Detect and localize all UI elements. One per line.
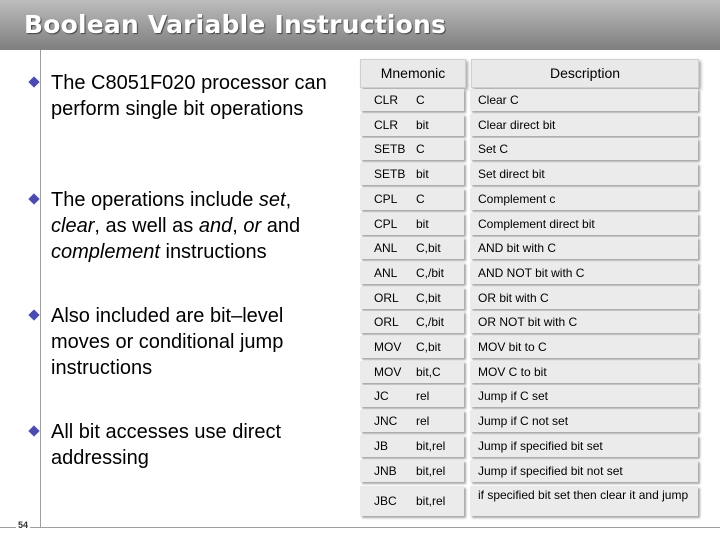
table-row-mnemonic-cell [360,460,464,482]
table-row-mnemonic-cell [360,114,464,136]
operand-text: bit [416,117,429,132]
mnemonic-text: SETB [374,142,406,157]
table-row-description-cell: AND bit with C [470,237,698,259]
table-row-mnemonic-cell [360,410,464,432]
operand-text: rel [416,389,430,404]
table-row-mnemonic-cell [360,435,464,457]
operand-text: C,/bit [416,265,445,280]
table-row-description-cell: Clear C [470,89,698,111]
table-row-mnemonic-cell [360,311,464,333]
table-row-description-cell: Set C [470,138,698,160]
operand-text: C,/bit [416,315,445,330]
table-row-description-cell: Complement direct bit [470,213,698,235]
bullet-segment: The C8051F020 processor can perform single bit operations [51,72,327,120]
description-header: Description [471,59,699,88]
page-number: 54 [18,520,29,530]
italic-term: clear [51,215,95,237]
mnemonic-text: JB [374,438,389,453]
bullet-text [51,419,341,471]
title-bar [0,0,720,50]
operand-text: bit [416,167,429,182]
bullet-text [51,187,341,265]
mnemonic-text: CPL [374,191,398,206]
mnemonic-text: MOV [374,340,402,354]
mnemonic-text: CLR [374,117,399,132]
slide-title: Boolean Variable Instructions [24,10,447,39]
operand-text: rel [416,414,430,429]
bullet-segment: , [232,215,244,237]
table-row-mnemonic-cell [360,262,464,284]
mnemonic-text: JNB [374,463,397,478]
mnemonic-text: ORL [374,290,399,305]
table-row-description-cell: Jump if specified bit not set [470,460,698,482]
table-row-mnemonic-cell [360,486,464,516]
operand-text: bit,rel [416,438,446,453]
mnemonic-text: JBC [374,494,397,509]
bullet-segment: , [285,189,292,211]
operand-text: C [416,93,425,107]
table-row-mnemonic-cell [360,385,464,407]
bullet-segment: All bit accesses use direct addressing [51,421,282,469]
left-margin-rule [0,50,41,528]
bullet-text [51,70,341,122]
table-row-description-cell: MOV bit to C [470,336,698,358]
italic-term: set [258,189,286,211]
bullet-segment: , as well as [94,215,199,237]
mnemonic-header: Mnemonic [360,59,466,88]
table-row-mnemonic-cell [360,287,464,309]
instruction-table [358,59,716,519]
operand-text: C,bit [416,340,441,354]
table-row-mnemonic-cell [360,138,464,160]
italic-term: and [198,215,233,237]
table-row-description-cell: Complement c [470,188,698,210]
bullet-segment: and [261,215,301,237]
operand-text: bit,rel [416,494,446,509]
table-row-description-cell: Jump if C set [470,385,698,407]
table-row-description-cell: MOV C to bit [470,361,698,383]
mnemonic-text: ORL [374,315,399,330]
bullet-segment: The operations include [51,189,259,211]
operand-text: C [416,191,425,206]
table-row-description-cell: OR bit with C [470,287,698,309]
table-row-description-cell: Jump if specified bit set [470,435,698,457]
table-row-description-cell: AND NOT bit with C [470,262,698,284]
bullet-segment: instructions [159,241,267,263]
table-row-mnemonic-cell [360,89,464,111]
operand-text: C [416,142,425,157]
table-row-description-cell: Clear direct bit [470,114,698,136]
table-row-mnemonic-cell [360,361,464,383]
operand-text: bit,rel [416,463,446,478]
table-row-description-cell: if specified bit set then clear it and jump [470,486,698,516]
table-row-description-cell: Set direct bit [470,163,698,185]
table-row-mnemonic-cell [360,188,464,210]
mnemonic-text: CLR [374,93,399,107]
operand-text: bit [416,216,429,231]
operand-text: bit,C [416,364,441,379]
table-row-mnemonic-cell [360,163,464,185]
mnemonic-text: ANL [374,241,398,256]
bullet-text [51,303,341,381]
operand-text: C,bit [416,290,441,305]
mnemonic-text: JNC [374,414,398,429]
table-row-mnemonic-cell [360,213,464,235]
italic-term: or [243,215,262,237]
italic-term: complement [51,241,160,263]
mnemonic-text: SETB [374,167,406,182]
table-row-mnemonic-cell [360,336,464,358]
table-row-description-cell: Jump if C not set [470,410,698,432]
bottom-rule [0,527,720,528]
operand-text: C,bit [416,241,441,256]
mnemonic-text: ANL [374,265,398,280]
mnemonic-text: CPL [374,216,398,231]
mnemonic-text: MOV [374,364,402,379]
table-row-mnemonic-cell [360,237,464,259]
bullet-segment: Also included are bit–level moves or conditional jump instructions [51,305,284,379]
table-row-description-cell: OR NOT bit with C [470,311,698,333]
mnemonic-text: JC [374,389,389,404]
